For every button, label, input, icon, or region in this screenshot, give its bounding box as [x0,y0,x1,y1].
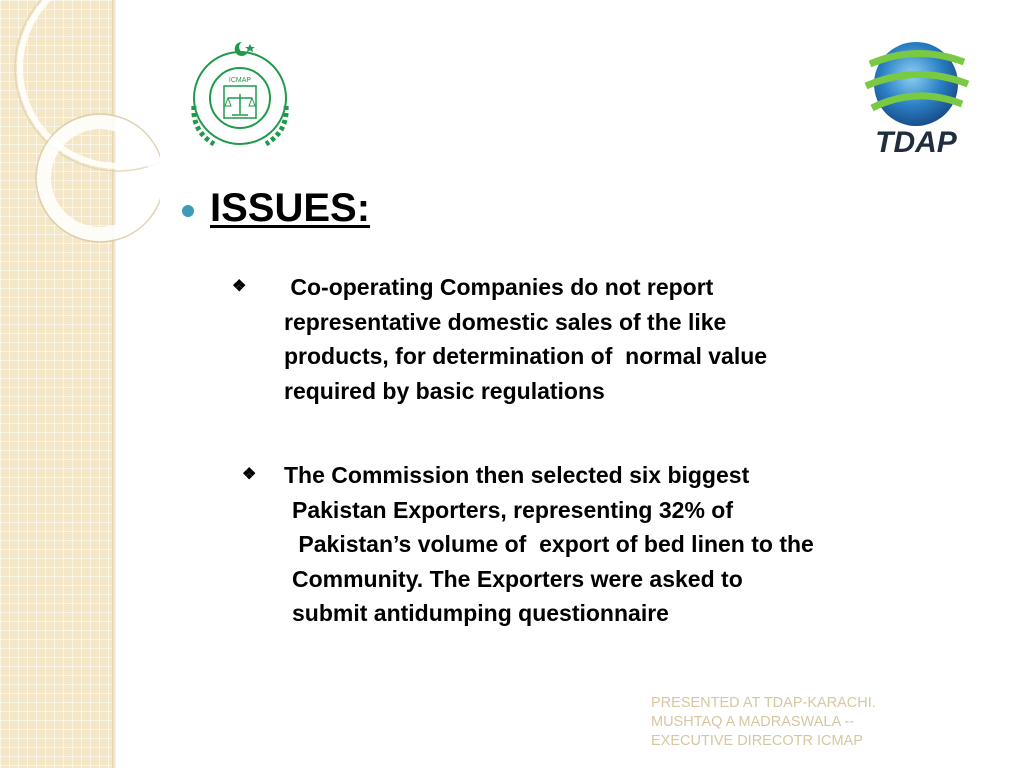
point-line: required by basic regulations [284,377,605,404]
point-line: Co-operating Companies do not report [284,274,714,300]
slide-heading: ISSUES: [210,186,371,230]
point-line: products, for determination of normal value [284,343,768,369]
footer-credit [651,694,1011,751]
footer-line: EXECUTIVE DIRECOTR ICMAP [651,733,863,749]
diamond-bullet-icon: ❖ [232,278,247,295]
point-line: Community. The Exporters were asked to [292,565,743,592]
point-line: Pakistan Exporters, representing 32% of [292,496,733,523]
issue-point-1 [232,270,924,408]
point-line: submit antidumping questionnaire [292,600,669,626]
bullet-dot-icon [182,205,194,217]
icmap-seal-logo [182,36,298,152]
icmap-logo-text: ICMAP [228,77,252,84]
heading-row [182,186,370,231]
tdap-logo-text: TDAP [875,126,957,158]
footer-line: PRESENTED AT TDAP-KARACHI. [651,695,876,711]
point-line: Pakistan’s volume of export of bed linen to the [292,531,814,557]
tdap-globe-logo [852,34,980,158]
footer-line: MUSHTAQ A MADRASWALA -- [651,714,855,730]
decorative-rings [0,0,160,300]
diamond-bullet-icon: ❖ [242,466,257,483]
issue-point-2 [242,458,952,631]
point-line: The Commission then selected six biggest [284,462,750,488]
point-line: representative domestic sales of the like [284,308,727,335]
